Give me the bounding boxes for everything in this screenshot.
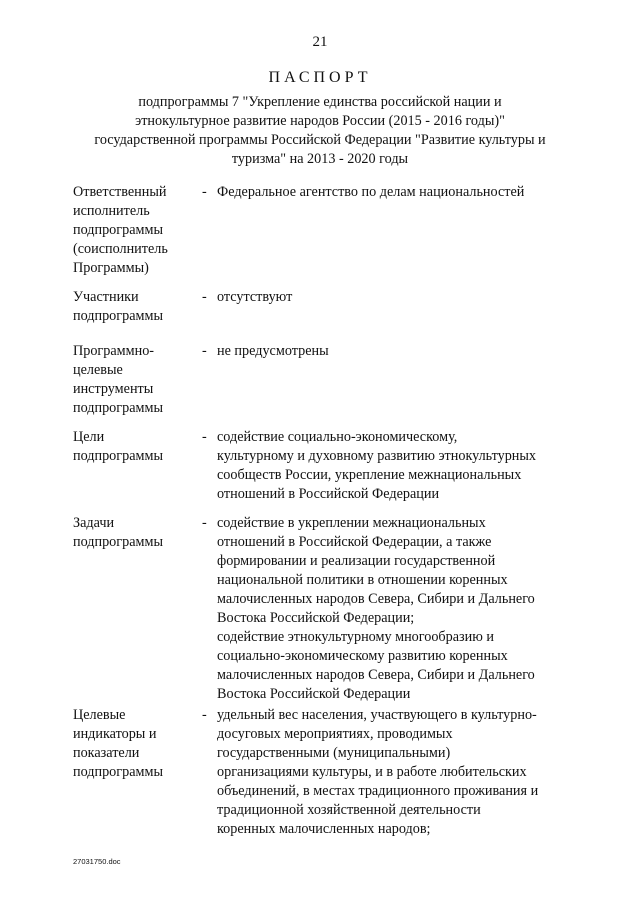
- row-dash: -: [202, 429, 207, 445]
- label-line: Целевые: [73, 707, 126, 723]
- value-line: малочисленных народов Севера, Сибири и Дальнего: [217, 591, 535, 607]
- label-line: целевые: [73, 362, 123, 378]
- footer-filename: 27031750.doc: [73, 857, 121, 866]
- page-number: 21: [312, 34, 328, 50]
- label-line: Программы): [73, 260, 149, 276]
- value-line: отношений в Российской Федерации: [217, 486, 440, 502]
- label-line: подпрограммы: [73, 448, 163, 464]
- row-dash: -: [202, 343, 207, 359]
- subtitle-line: подпрограммы 7 "Укрепление единства российской нации и: [138, 94, 502, 110]
- value-line: национальной политики в отношении коренных: [217, 572, 508, 588]
- value-line: Востока Российской Федерации;: [217, 610, 415, 626]
- subtitle-line: государственной программы Российской Федерации "Развитие культуры и: [94, 132, 546, 148]
- label-line: подпрограммы: [73, 400, 163, 416]
- label-line: подпрограммы: [73, 764, 163, 780]
- subtitle-line: этнокультурное развитие народов России (2015 - 2016 годы)": [135, 113, 505, 129]
- value-line: содействие в укреплении межнациональных: [217, 515, 486, 531]
- label-line: индикаторы и: [73, 726, 157, 742]
- value-line: содействие этнокультурному многообразию и: [217, 629, 494, 645]
- row-label: [73, 428, 198, 466]
- value-line: коренных малочисленных народов;: [217, 821, 431, 837]
- label-line: Программно-: [73, 343, 155, 359]
- value-line: удельный вес населения, участвующего в культурно-: [217, 707, 537, 723]
- label-line: подпрограммы: [73, 534, 163, 550]
- value-line: не предусмотрены: [217, 343, 329, 359]
- row-label: [73, 183, 198, 278]
- value-line: культурному и духовному развитию этнокультурных: [217, 448, 537, 464]
- row-label: [73, 706, 198, 782]
- row-value: [217, 428, 577, 504]
- value-line: объединений, в местах традиционного проживания и: [217, 783, 539, 799]
- label-line: Задачи: [73, 515, 115, 531]
- label-line: инструменты: [73, 381, 154, 397]
- value-line: досуговых мероприятиях, проводимых: [217, 726, 453, 742]
- row-dash: -: [202, 515, 207, 531]
- value-line: государственными (муниципальными): [217, 745, 451, 761]
- label-line: показатели: [73, 745, 140, 761]
- row-dash: -: [202, 184, 207, 200]
- label-line: (соисполнитель: [73, 241, 168, 257]
- row-label: [73, 514, 198, 552]
- value-line: социально-экономическому развитию коренных: [217, 648, 508, 664]
- row-dash: -: [202, 289, 207, 305]
- row-label: [73, 342, 198, 418]
- subtitle-line: туризма" на 2013 - 2020 годы: [231, 151, 409, 167]
- value-line: Востока Российской Федерации: [217, 686, 411, 702]
- row-value: [217, 183, 577, 202]
- row-label: [73, 288, 198, 326]
- value-line: отсутствуют: [217, 289, 293, 305]
- label-line: Участники: [73, 289, 139, 305]
- label-line: Цели: [73, 429, 105, 445]
- row-value: [217, 342, 577, 361]
- row-dash: -: [202, 707, 207, 723]
- row-value: [217, 288, 577, 307]
- value-line: организациями культуры, и в работе любительских: [217, 764, 527, 780]
- row-value: [217, 514, 577, 704]
- value-line: формировании и реализации государственной: [217, 553, 496, 569]
- value-line: сообществ России, укрепление межнациональных: [217, 467, 522, 483]
- document-title: ПАСПОРТ: [268, 69, 372, 86]
- document-subtitle: [60, 93, 580, 169]
- label-line: подпрограммы: [73, 222, 163, 238]
- value-line: Федеральное агентство по делам национальностей: [217, 184, 525, 200]
- label-line: исполнитель: [73, 203, 150, 219]
- value-line: традиционной хозяйственной деятельности: [217, 802, 481, 818]
- value-line: малочисленных народов Севера, Сибири и Дальнего: [217, 667, 535, 683]
- value-line: содействие социально-экономическому,: [217, 429, 458, 445]
- row-value: [217, 706, 577, 839]
- value-line: отношений в Российской Федерации, а также: [217, 534, 492, 550]
- label-line: подпрограммы: [73, 308, 163, 324]
- label-line: Ответственный: [73, 184, 167, 200]
